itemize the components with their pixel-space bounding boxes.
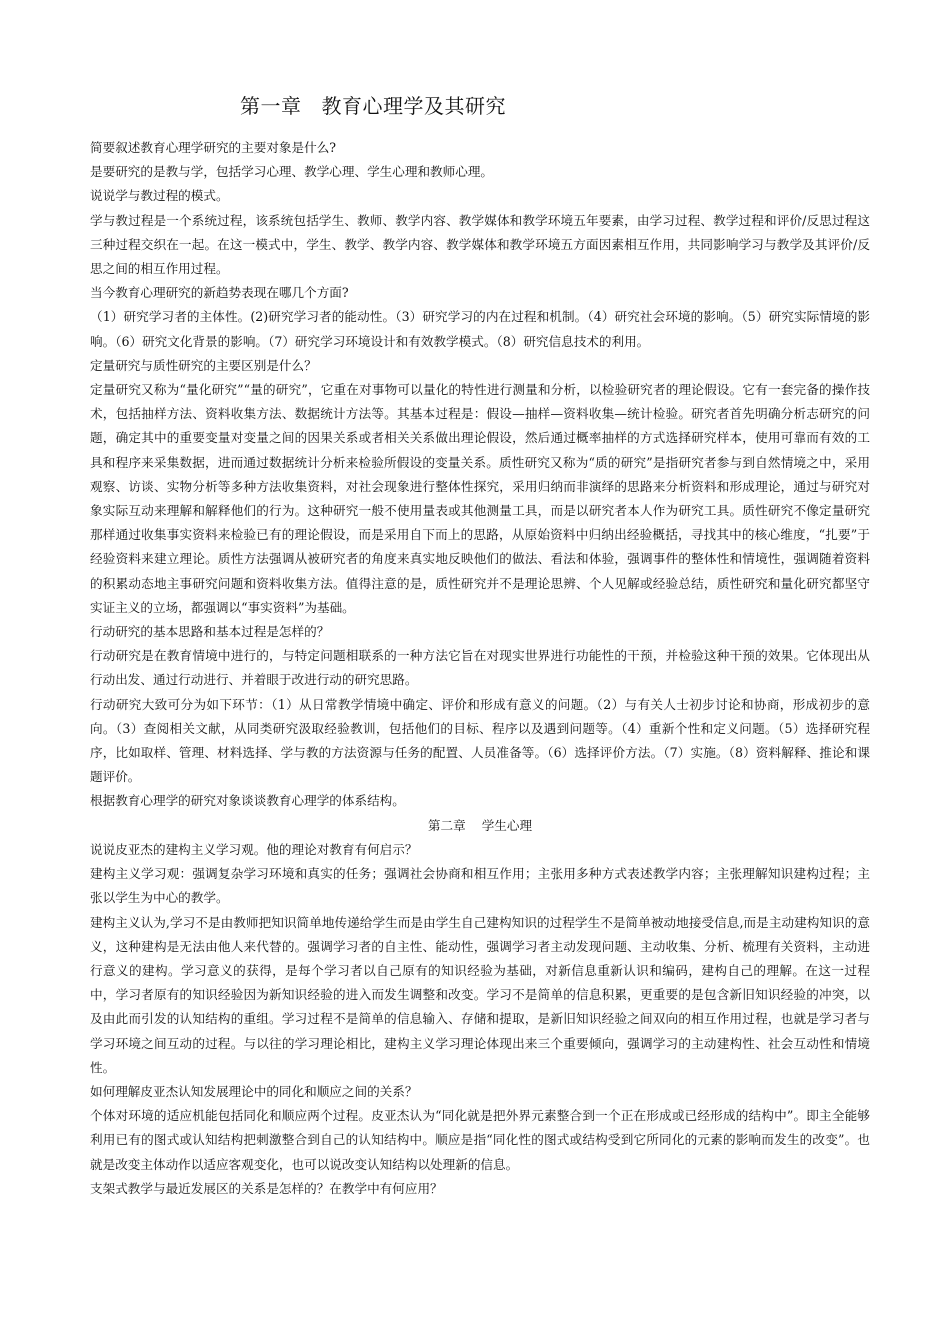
question-text: 根据教育心理学的研究对象谈谈教育心理学的体系结构。 [90, 793, 405, 809]
answer-text: （1）研究学习者的主体性。(2)研究学习者的能动性。（3）研究学习的内在过程和机制。（4）研究社会环境的影响。（5）研究实际情境的影响。（6）研究文化背景的影响。（7）研究学习环境设计和有效教学模式。（8）研究信息技术的利用。 [90, 309, 870, 349]
question-text: 定量研究与质性研究的主要区别是什么？ [90, 357, 317, 373]
question-text: 如何理解皮亚杰认知发展理论中的同化和顺应之间的关系？ [90, 1083, 418, 1099]
question-text: 支架式教学与最近发展区的关系是怎样的？在教学中有何应用？ [90, 1180, 443, 1196]
answer-text: 建构主义学习观：强调复杂学习环境和真实的任务；强调社会协商和相互作用；主张用多种方式表述教学内容；主张理解知识建构过程；主张以学生为中心的教学。 [90, 866, 870, 906]
question-text: 说说学与教过程的模式。 [90, 188, 229, 204]
answer-text: 个体对环境的适应机能包括同化和顺应两个过程。皮亚杰认为“同化就是把外界元素整合到一个正在形成或已经形成的结构中”。即主全能够 利用已有的图式或认知结构把刺激整合到自己的认知结构中。顺应是指“同化性的图式或结构受到它所同化的元素的影响而发生的改变”。也就是改变主体动作以适应客观变化，也可以说改变认知结构以处理新的信息。 [90, 1108, 870, 1172]
answer-text: 建构主义认为,学习不是由教师把知识简单地传递给学生而是由学生自己建构知识的过程学生不是简单被动地接受信息,而是主动建构知识的意义，这种建构是无法由他人来代替的。强调学习者的自主性、能动性，强调学习者主动发现问题、主动收集、分析、梳理有关资料，主动进行意义的建构。学习意义的获得，是每个学习者以自己原有的知识经验为基础，对新信息重新认识和编码，建构自己的理解。在这一过程中，学习者原有的知识经验因为新知识经验的进入而发生调整和改变。学习不是简单的信息积累，更重要的是包含新旧知识经验的冲突，以及由此而引发的认知结构的重组。学习过程不是简单的信息输入、存储和提取，是新旧知识经验之间双向的相互作用过程，也就是学习者与学习环境之间互动的过程。与以往的学习理论相比，建构主义学习理论体现出来三个重要倾向，强调学习的主动建构性、社会互动性和情境性。 [90, 914, 870, 1075]
question-text: 当今教育心理研究的新趋势表现在哪几个方面? [90, 285, 349, 301]
document-page [90, 86, 870, 1201]
answer-text: 行动研究是在教育情境中进行的，与特定问题相联系的一种方法它旨在对现实世界进行功能性的干预，并检验这种干预的效果。它体现出从行动出发、通过行动进行、并着眼于改进行动的研究思路。 [90, 648, 870, 688]
answer-text: 是要研究的是教与学，包括学习心理、教学心理、学生心理和教师心理。 [90, 164, 493, 180]
question-text: 说说皮亚杰的建构主义学习观。他的理论对教育有何启示？ [90, 841, 418, 857]
chapter1-title [90, 86, 870, 126]
chapter1-number: 第一章 [240, 94, 302, 118]
chapter2-heading-text: 学生心理 [481, 817, 533, 833]
chapter2-number: 第二章 [427, 817, 466, 833]
question-text: 简要叙述教育心理学研究的主要对象是什么? [90, 140, 337, 155]
question-text: 行动研究的基本思路和基本过程是怎样的？ [90, 624, 330, 640]
chapter2-title [90, 814, 870, 838]
answer-text: 学与教过程是一个系统过程，该系统包括学生、教师、教学内容、教学媒体和教学环境五年要素，由学习过程、教学过程和评价/反思过程这三种过程交织在一起。在这一模式中，学生、教学、教学内容、教学媒体和教学环境五方面因素相互作用，共同影响学习与教学及其评价/反思之间的相互作用过程。 [90, 212, 870, 277]
chapter1-heading-text: 教育心理学及其研究 [321, 94, 506, 118]
answer-text: 行动研究大致可分为如下环节：（1）从日常教学情境中确定、评价和形成有意义的问题。（2）与有关人士初步讨论和协商，形成初步的意向。（3）查阅相关文献，从同类研究汲取经验教训，包括他们的目标、程序以及遇到问题等。（4）重新个性和定义问题。（5）选择研究程序，比如取样、管理、材料选择、学与教的方法资源与任务的配置、人员准备等。（6）选择评价方法。（7）实施。（8）资料解释、推论和课题评价。 [90, 696, 870, 785]
answer-text: 定量研究又称为“量化研究”“量的研究”，它重在对事物可以量化的特性进行测量和分析，以检验研究者的理论假设。它有一套完备的操作技术，包括抽样方法、资料收集方法、数据统计方法等。其基本过程是：假设—抽样—资料收集—统计检验。研究者首先明确分析志研究的问题，确定其中的重要变量对变量之间的因果关系或者相关关系做出理论假设，然后通过概率抽样的方式选择研究样本，使用可靠而有效的工具和程序来采集数据，进而通过数据统计分析来检验所假设的变量关系。质性研究又称为“质的研究”是指研究者参与到自然情境之中，采用观察、访谈、实物分析等多种方法收集资料，对社会现象进行整体性探究，采用归纳而非演绎的思路来分析资料和形成理论，通过与研究对象实际互动来理解和解释他们的行为。这种研究一般不使用量表或其他测量工具，而是以研究者本人作为研究工具。质性研究不像定量研究那样通过收集事实资料来检验已有的理论假设，而是采用自下而上的思路，从原始资料中归纳出经验概括，寻找其中的核心维度，“扎要”于经验资料来建立理论。质性方法强调从被研究者的角度来真实地反映他们的做法、看法和体验，强调事件的整体性和情境性，强调随着资料的积累动态地主事研究问题和资料收集方法。值得注意的是，质性研究并不是理论思辨、个人见解或经验总结，质性研究和量化研究都坚守实证主义的立场，都强调以“事实资料”为基础。 [90, 382, 870, 615]
